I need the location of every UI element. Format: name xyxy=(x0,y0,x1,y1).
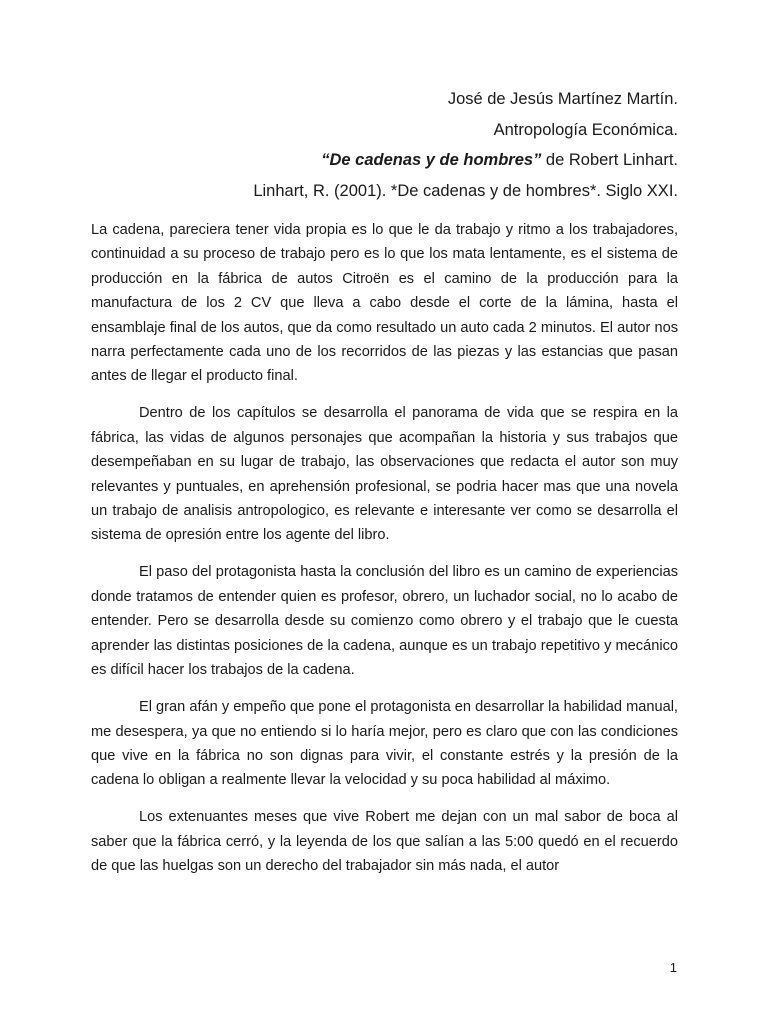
document-body xyxy=(91,218,678,879)
paragraph-5: Los extenuantes meses que vive Robert me dejan con un mal sabor de boca al saber que la fábrica cerró, y la leyenda de los que salían a las 5:00 quedó en el recuerdo de que las huelgas son un derecho del trabajador sin más nada, el autor xyxy=(91,809,678,875)
document-header xyxy=(91,84,678,206)
paragraph-2: Dentro de los capítulos se desarrolla el panorama de vida que se respira en la fábrica, las vidas de algunos personajes que acompañan la historia y sus trabajos que desempeñaban en su lugar de trabajo, las observaciones que redacta el autor son muy relevantes y puntuales, en aprehensión profesional, se podria hacer mas que una novela un trabajo de analisis antropologico, es relevante e interesante ver como se desarrolla el sistema de opresión entre los agente del libro. xyxy=(91,405,678,544)
book-author: de Robert Linhart. xyxy=(541,151,678,169)
paragraph-4: El gran afán y empeño que pone el protagonista en desarrollar la habilidad manual, me desespera, ya que no entiendo si lo haría mejor, pero es claro que con las condiciones que vive en la fábrica no son dignas para vivir, el constante estrés y la presión de la cadena lo obligan a realmente llevar la velocidad y su poca habilidad al máximo. xyxy=(91,699,678,789)
citation: Linhart, R. (2001). *De cadenas y de hombres*. Siglo XXI. xyxy=(253,181,678,200)
course-name: Antropología Económica. xyxy=(493,120,678,139)
page-number: 1 xyxy=(669,960,677,975)
book-title: “De cadenas y de hombres” xyxy=(321,151,542,169)
paragraph-1: La cadena, pareciera tener vida propia es lo que le da trabajo y ritmo a los trabajadores, continuidad a su proceso de trabajo pero es lo que los mata lentamente, es el sistema de producción en la fábrica de autos Citroën es el camino de la producción para la manufactura de los 2 CV que lleva a cabo desde el corte de la lámina, hasta el ensamblaje final de los autos, que da como resultado un auto cada 2 minutos. El autor nos narra perfectamente cada uno de los recorridos de las piezas y las estancias que pasan antes de llegar el producto final. xyxy=(91,222,678,385)
paragraph-3: El paso del protagonista hasta la conclusión del libro es un camino de experiencias donde tratamos de entender quien es profesor, obrero, un luchador social, no lo acabo de entender. Pero se desarrolla desde su comienzo como obrero y el trabajo que le cuesta aprender las distintas posiciones de la cadena, aunque es un trabajo repetitivo y mecánico es difícil hacer los trabajos de la cadena. xyxy=(91,564,678,679)
author-name: José de Jesús Martínez Martín. xyxy=(447,90,678,108)
book-title-line xyxy=(91,145,678,176)
